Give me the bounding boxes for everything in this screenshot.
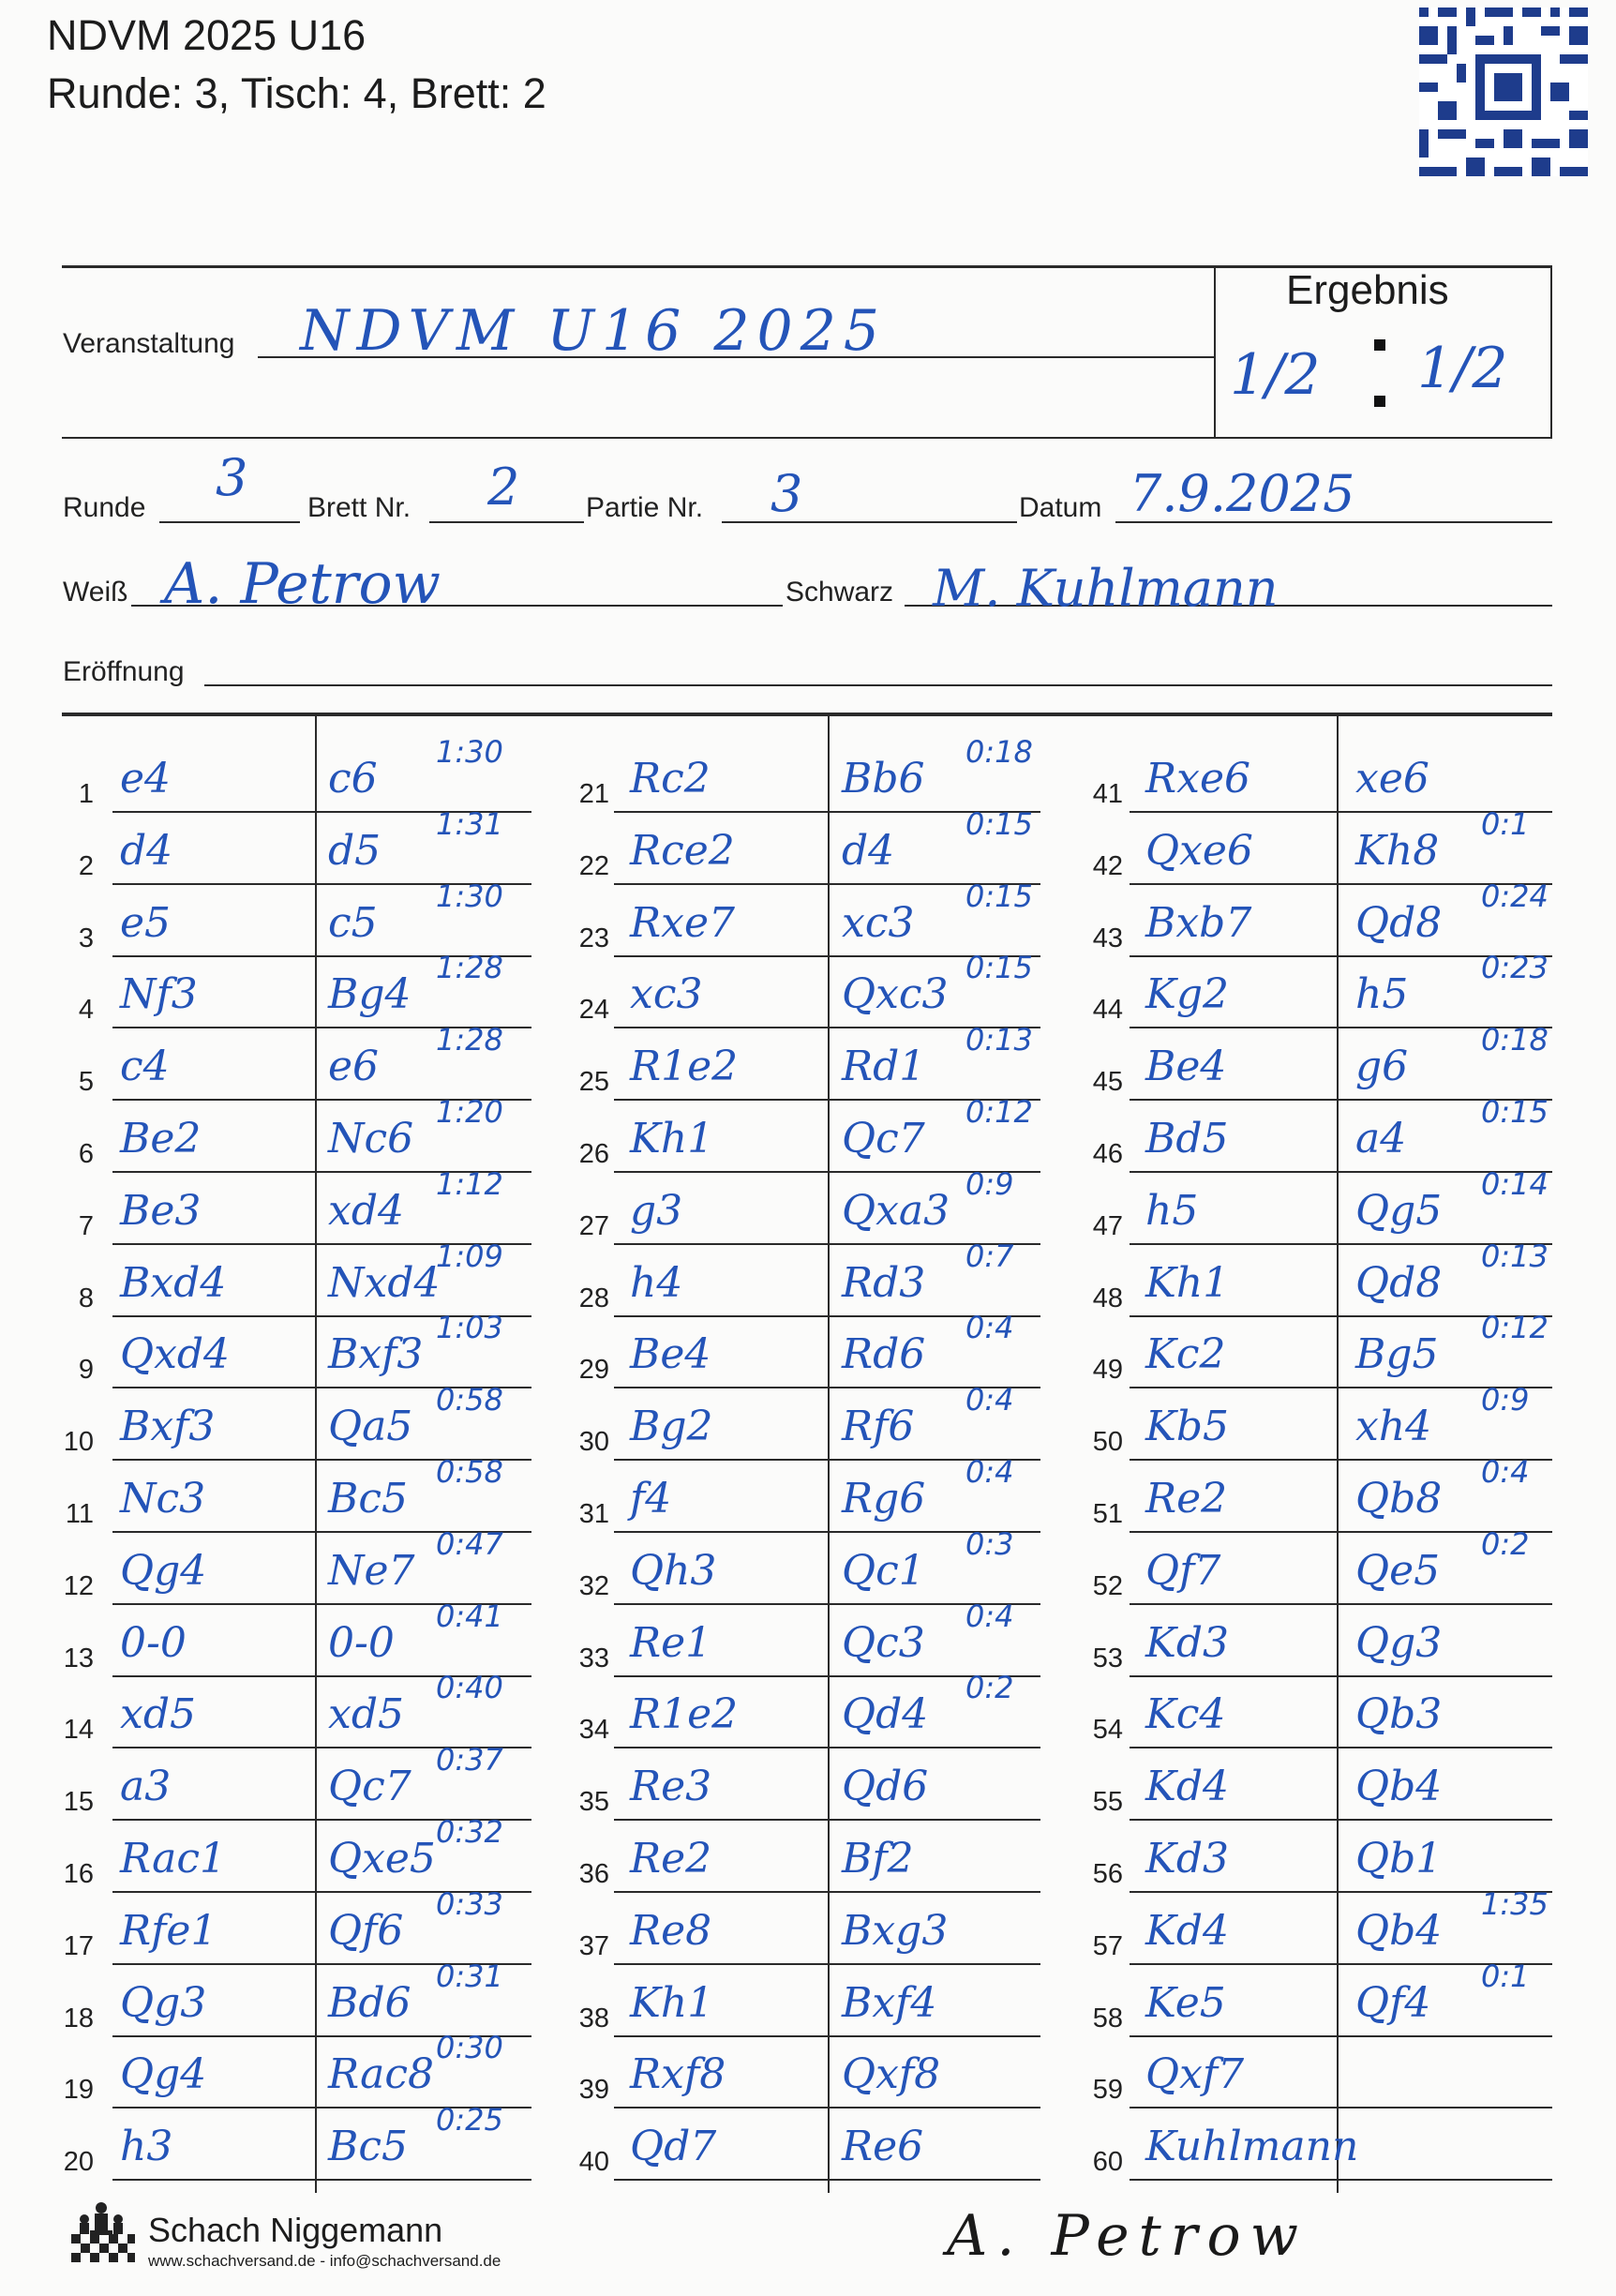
white-move: Kd4 [1145,1906,1230,1955]
white-move: Be3 [120,1186,202,1235]
date-value: 7.9.2025 [1130,464,1355,523]
black-move: Rd3 [842,1258,926,1307]
clock-time: 0:9 [1481,1382,1530,1418]
clock-time: 0:37 [436,1742,503,1778]
move-number: 47 [1092,1210,1123,1241]
clock-time: 0:24 [1481,878,1549,914]
white-move: Kc2 [1145,1330,1226,1379]
move-number: 54 [1092,1715,1123,1746]
white-move: g3 [630,1186,683,1235]
black-move: Re6 [842,2123,924,2171]
white-move: Rxf8 [630,2050,726,2099]
black-move: Qxf8 [842,2050,941,2099]
clock-time: 0:33 [436,1885,503,1922]
clock-time: 0:7 [965,1238,1014,1274]
move-number: 1 [78,779,94,809]
black-label: Schwarz [786,577,894,608]
move-number: 40 [578,2147,609,2178]
white-move: e4 [120,755,172,803]
move-number: 45 [1092,1067,1123,1098]
chess-pieces-logo-icon [64,2197,139,2272]
black-move: Ne7 [328,1546,415,1595]
clock-time: 0:15 [965,950,1033,986]
move-number: 10 [63,1427,94,1458]
black-move: Rac8 [328,2050,435,2099]
clock-time: 0:40 [436,1670,503,1706]
move-number: 23 [578,923,609,953]
move-number: 36 [578,1859,609,1889]
black-move: Bf2 [842,1835,914,1883]
clock-time: 0:15 [965,805,1033,842]
move-number: 32 [578,1570,609,1601]
black-move: xd5 [328,1690,404,1739]
move-number: 38 [578,2003,609,2033]
move-number: 57 [1092,1930,1123,1961]
white-move: Nf3 [120,970,198,1019]
footer-brand: Schach Niggemann [148,2211,443,2249]
black-move: Nxd4 [328,1258,441,1307]
white-move: Kc4 [1145,1690,1226,1739]
move-number: 53 [1092,1643,1123,1673]
black-move: Bd6 [328,1978,411,2027]
move-number: 18 [63,2003,94,2033]
clock-time: 0:12 [1481,1310,1549,1346]
event-label: Veranstaltung [63,328,235,359]
result-separator-icon [1374,339,1385,405]
move-number: 42 [1092,850,1123,881]
black-move: c5 [328,898,378,947]
clock-time: 0:14 [1481,1165,1549,1202]
black-move: xh4 [1355,1403,1432,1451]
white-move: Kuhlmann [1145,2123,1359,2171]
white-move: d4 [120,826,173,875]
move-number: 6 [78,1139,94,1169]
white-move: Qg4 [120,1546,207,1595]
clock-time: 0:2 [965,1670,1014,1706]
clock-time: 1:30 [436,878,503,914]
white-move: Rc2 [630,755,711,803]
black-move: Qxc3 [842,970,949,1019]
move-number: 33 [578,1643,609,1673]
clock-time: 0:32 [436,1814,503,1850]
black-move: Qa5 [328,1403,413,1451]
black-move: h5 [1355,970,1409,1019]
black-move: Qf4 [1355,1978,1431,2027]
clock-time: 1:28 [436,950,503,986]
clock-time: 0:58 [436,1454,503,1490]
move-number: 25 [578,1067,609,1098]
move-number: 30 [578,1427,609,1458]
white-move: xc3 [630,970,703,1019]
clock-time: 0:4 [965,1598,1014,1634]
white-move: Kh1 [630,1115,714,1163]
clock-time: 0:15 [1481,1094,1549,1130]
black-move: d4 [842,826,895,875]
clock-time: 0:41 [436,1598,503,1634]
move-number: 8 [78,1283,94,1313]
white-move: a3 [120,1763,172,1811]
move-number: 55 [1092,1787,1123,1818]
move-number: 26 [578,1139,609,1169]
white-move: c4 [120,1043,170,1091]
move-number: 35 [578,1787,609,1818]
move-number: 24 [578,995,609,1026]
move-number: 59 [1092,2075,1123,2106]
clock-time: 0:4 [965,1454,1014,1490]
black-move: Rg6 [842,1475,926,1523]
black-move: Qe5 [1355,1546,1441,1595]
move-number: 39 [578,2075,609,2106]
move-number: 43 [1092,923,1123,953]
black-move: 0-0 [328,1618,395,1667]
result-black: 1/2 [1417,336,1508,401]
white-move: Be4 [630,1330,711,1379]
black-move: Qd4 [842,1690,929,1739]
white-move: 0-0 [120,1618,187,1667]
black-move: a4 [1355,1115,1407,1163]
black-move: Bxf3 [328,1330,424,1379]
page-subtitle: Runde: 3, Tisch: 4, Brett: 2 [47,69,546,117]
white-move: Re2 [630,1835,712,1883]
game-value: 3 [771,464,803,523]
clock-time: 1:03 [436,1310,503,1346]
black-move: Bxf4 [842,1978,937,2027]
white-move: Qg4 [120,2050,207,2099]
clock-time: 1:20 [436,1094,503,1130]
game-label: Partie Nr. [586,492,704,523]
clock-time: 0:1 [1481,805,1530,842]
move-number: 9 [78,1355,94,1386]
clock-time: 0:12 [965,1094,1033,1130]
black-move: Qxa3 [842,1186,950,1235]
white-label: Weiß [63,577,128,608]
black-move: Qg5 [1355,1186,1443,1235]
black-move: Qd6 [842,1763,929,1811]
black-move: Qb4 [1355,1763,1443,1811]
round-label: Runde [63,492,146,523]
white-move: Bxf3 [120,1403,216,1451]
white-move: xd5 [120,1690,196,1739]
move-number: 44 [1092,995,1123,1026]
white-move: Qd7 [630,2123,717,2171]
black-move: Bxg3 [842,1906,949,1955]
move-number: 2 [78,850,94,881]
white-move: R1e2 [630,1043,739,1091]
result-title: Ergebnis [1286,267,1449,313]
white-move: Qxe6 [1145,826,1253,875]
black-move: Qd8 [1355,1258,1443,1307]
white-move: e5 [120,898,172,947]
black-move: Bb6 [842,755,925,803]
move-number: 7 [78,1210,94,1241]
black-move: Qd8 [1355,898,1443,947]
clock-time: 0:4 [965,1310,1014,1346]
clock-time: 0:3 [965,1525,1014,1562]
move-number: 60 [1092,2147,1123,2178]
black-move: c6 [328,755,378,803]
clock-time: 0:25 [436,2102,503,2138]
black-move: e6 [328,1043,380,1091]
white-move: Kg2 [1145,970,1230,1019]
move-number: 34 [578,1715,609,1746]
black-move: Rd1 [842,1043,926,1091]
white-move: Re8 [630,1906,712,1955]
clock-time: 1:35 [1481,1885,1549,1922]
black-move: Qg3 [1355,1618,1443,1667]
white-move: Bg2 [630,1403,713,1451]
move-number: 12 [63,1570,94,1601]
white-move: Ke5 [1145,1978,1226,2027]
white-move: Re2 [1145,1475,1228,1523]
qr-code-icon [1419,8,1588,176]
white-value: A. Petrow [164,551,441,617]
white-move: h3 [120,2123,173,2171]
black-move: Rd6 [842,1330,926,1379]
clock-time: 1:30 [436,734,503,770]
clock-time: 1:12 [436,1165,503,1202]
black-move: Qc1 [842,1546,925,1595]
board-value: 2 [487,458,520,517]
move-number: 19 [63,2075,94,2106]
move-number: 56 [1092,1859,1123,1889]
move-number: 27 [578,1210,609,1241]
black-move: Qb8 [1355,1475,1443,1523]
black-move: Bg4 [328,970,411,1019]
black-move: Qb3 [1355,1690,1443,1739]
clock-time: 0:9 [965,1165,1014,1202]
move-number: 41 [1092,779,1123,809]
black-move: g6 [1355,1043,1409,1091]
black-move: Qb4 [1355,1906,1443,1955]
white-move: Qxd4 [120,1330,231,1379]
white-move: Re3 [630,1763,712,1811]
white-move: Kd4 [1145,1763,1230,1811]
white-move: Rfe1 [120,1906,217,1955]
white-move: Rxe6 [1145,755,1250,803]
black-move: Qxe5 [328,1835,436,1883]
white-move: Bxd4 [120,1258,227,1307]
black-move: Qb1 [1355,1835,1443,1883]
clock-time: 0:13 [965,1022,1033,1058]
white-move: Rac1 [120,1835,227,1883]
round-value: 3 [216,448,248,507]
move-number: 5 [78,1067,94,1098]
white-move: Kh1 [630,1978,714,2027]
move-number: 51 [1092,1499,1123,1529]
white-move: Nc3 [120,1475,206,1523]
signature: A. Petrow [947,2203,1308,2269]
move-number: 46 [1092,1139,1123,1169]
move-number: 48 [1092,1283,1123,1313]
move-number: 17 [63,1930,94,1961]
white-move: h4 [630,1258,683,1307]
black-move: xc3 [842,898,915,947]
black-move: Nc6 [328,1115,414,1163]
opening-label: Eröffnung [63,656,185,687]
move-number: 11 [65,1499,94,1529]
result-white: 1/2 [1230,342,1321,408]
event-value: NDVM U16 2025 [300,298,888,364]
black-move: xe6 [1355,755,1429,803]
clock-time: 0:18 [1481,1022,1549,1058]
move-number: 58 [1092,2003,1123,2033]
white-move: R1e2 [630,1690,739,1739]
clock-time: 0:30 [436,2030,503,2066]
move-number: 37 [578,1930,609,1961]
black-move: Qc7 [328,1763,411,1811]
clock-time: 1:31 [436,805,503,842]
footer-contact: www.schachversand.de - info@schachversand.de [148,2252,501,2270]
white-move: Kd3 [1145,1618,1230,1667]
move-number: 20 [63,2147,94,2178]
date-label: Datum [1019,492,1102,523]
clock-time: 0:58 [436,1382,503,1418]
move-number: 29 [578,1355,609,1386]
clock-time: 0:15 [965,878,1033,914]
white-move: Qh3 [630,1546,717,1595]
clock-time: 1:28 [436,1022,503,1058]
move-number: 50 [1092,1427,1123,1458]
clock-time: 0:23 [1481,950,1549,986]
clock-time: 0:31 [436,1958,503,1994]
move-number: 49 [1092,1355,1123,1386]
black-move: d5 [328,826,382,875]
white-move: Re1 [630,1618,712,1667]
white-move: f4 [630,1475,672,1523]
white-move: Bd5 [1145,1115,1229,1163]
black-move: Kh8 [1355,826,1440,875]
move-number: 13 [63,1643,94,1673]
white-move: Qf7 [1145,1546,1221,1595]
black-move: Qf6 [328,1906,404,1955]
black-move: Bc5 [328,1475,408,1523]
move-number: 14 [63,1715,94,1746]
black-move: xd4 [328,1186,404,1235]
black-move: Bc5 [328,2123,408,2171]
black-move: Bg5 [1355,1330,1439,1379]
clock-time: 0:2 [1481,1525,1530,1562]
black-value: M. Kuhlmann [933,559,1279,618]
board-label: Brett Nr. [307,492,411,523]
white-move: Kb5 [1145,1403,1230,1451]
clock-time: 0:4 [1481,1454,1530,1490]
white-move: Be4 [1145,1043,1227,1091]
move-number: 22 [578,850,609,881]
white-move: Rce2 [630,826,735,875]
clock-time: 0:18 [965,734,1033,770]
black-move: Rf6 [842,1403,915,1451]
move-number: 3 [78,923,94,953]
white-move: Be2 [120,1115,202,1163]
clock-time: 0:4 [965,1382,1014,1418]
clock-time: 1:09 [436,1238,503,1274]
move-number: 15 [63,1787,94,1818]
move-number: 16 [63,1859,94,1889]
move-number: 31 [578,1499,609,1529]
black-move: Qc3 [842,1618,925,1667]
move-number: 4 [78,995,94,1026]
black-move: Qc7 [842,1115,925,1163]
move-number: 28 [578,1283,609,1313]
clock-time: 0:13 [1481,1238,1549,1274]
white-move: Bxb7 [1145,898,1252,947]
white-move: Qxf7 [1145,2050,1245,2099]
white-move: Kd3 [1145,1835,1230,1883]
white-move: Qg3 [120,1978,207,2027]
white-move: Kh1 [1145,1258,1230,1307]
clock-time: 0:47 [436,1525,503,1562]
white-move: Rxe7 [630,898,735,947]
move-number: 52 [1092,1570,1123,1601]
move-number: 21 [578,779,609,809]
clock-time: 0:1 [1481,1958,1530,1994]
white-move: h5 [1145,1186,1199,1235]
page-title: NDVM 2025 U16 [47,11,367,59]
